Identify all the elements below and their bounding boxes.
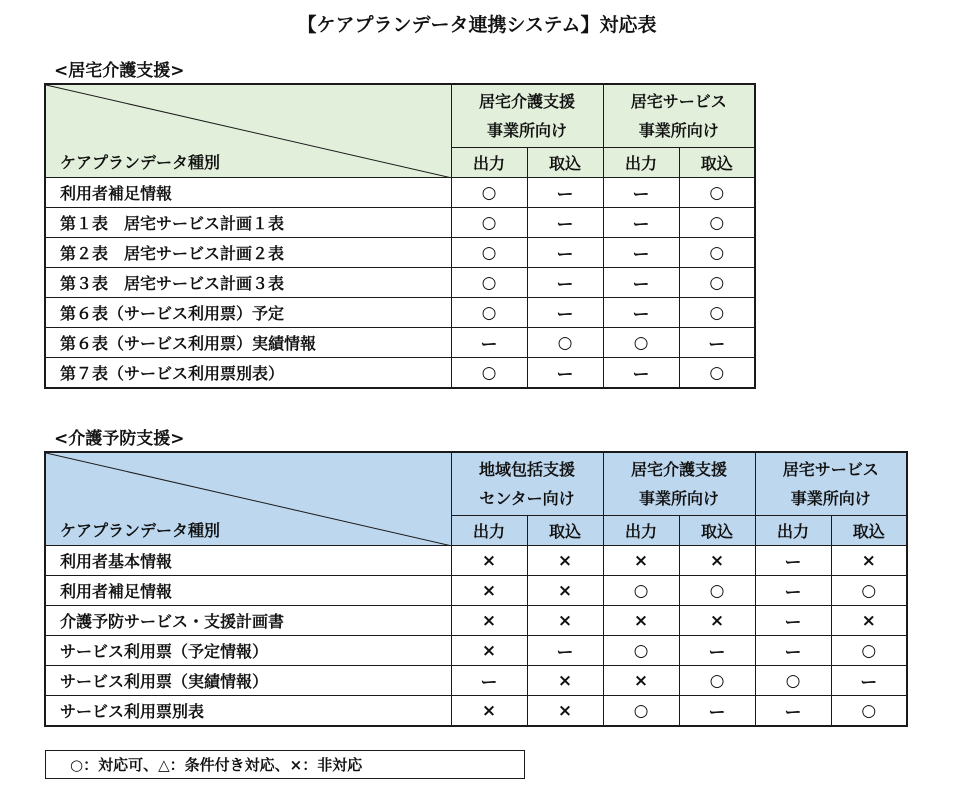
corner-label: ケアプランデータ種別: [60, 153, 221, 172]
cell-mark: ー: [603, 238, 679, 268]
cell-mark: ー: [679, 636, 755, 666]
sub-header: 取込: [527, 516, 603, 546]
cell-mark: ×: [451, 636, 527, 666]
cell-mark: ー: [527, 268, 603, 298]
table-row: [45, 268, 755, 298]
sub-header: 出力: [451, 148, 527, 178]
cell-mark: ×: [831, 546, 907, 576]
row-label: 利用者補足情報: [45, 576, 451, 606]
table-row: [45, 546, 907, 576]
section-heading-kyotaku: <居宅介護支援>: [54, 61, 185, 81]
cell-mark: ○: [451, 208, 527, 238]
sub-header: 取込: [527, 148, 603, 178]
cell-mark: ー: [831, 666, 907, 696]
group-header: 居宅介護支援 事業所向け: [603, 452, 755, 516]
cell-mark: ×: [679, 546, 755, 576]
table-yobou: [44, 451, 908, 727]
cell-mark: ○: [679, 358, 755, 389]
cell-mark: ー: [755, 546, 831, 576]
row-label: 第６表（サービス利用票）実績情報: [45, 328, 451, 358]
cell-mark: ×: [451, 576, 527, 606]
row-label: サービス利用票（予定情報）: [45, 636, 451, 666]
cell-mark: ○: [831, 636, 907, 666]
section-heading-yobou: <介護予防支援>: [54, 429, 185, 449]
table-row: [45, 666, 907, 696]
cell-mark: ○: [451, 298, 527, 328]
cell-mark: ー: [755, 606, 831, 636]
group-header: 居宅サービス 事業所向け: [755, 452, 907, 516]
cell-mark: ○: [679, 666, 755, 696]
cell-mark: ー: [527, 298, 603, 328]
cell-mark: ×: [603, 666, 679, 696]
cell-mark: ー: [451, 666, 527, 696]
cell-mark: ○: [451, 358, 527, 389]
row-label: 第６表（サービス利用票）予定: [45, 298, 451, 328]
table-kyotaku: [44, 83, 756, 389]
sub-header: 取込: [831, 516, 907, 546]
sub-header: 出力: [603, 148, 679, 178]
cell-mark: ×: [527, 546, 603, 576]
cell-mark: ー: [527, 208, 603, 238]
cell-mark: ○: [831, 576, 907, 606]
cell-mark: ー: [527, 238, 603, 268]
cell-mark: ー: [603, 208, 679, 238]
cell-mark: ○: [831, 696, 907, 727]
sub-header: 出力: [603, 516, 679, 546]
legend-box: ○：対応可、△：条件付き対応、×：非対応: [45, 750, 525, 779]
row-label: 利用者補足情報: [45, 178, 451, 208]
row-label: 利用者基本情報: [45, 546, 451, 576]
cell-mark: ○: [603, 696, 679, 727]
row-label: 介護予防サービス・支援計画書: [45, 606, 451, 636]
cell-mark: ○: [679, 268, 755, 298]
cell-mark: ー: [603, 268, 679, 298]
sub-header: 出力: [451, 516, 527, 546]
row-label: 第７表（サービス利用票別表）: [45, 358, 451, 389]
cell-mark: ○: [527, 328, 603, 358]
corner-cell: [45, 452, 451, 546]
cell-mark: ー: [755, 576, 831, 606]
table-row: [45, 238, 755, 268]
cell-mark: ○: [679, 298, 755, 328]
cell-mark: ー: [603, 358, 679, 389]
cell-mark: ー: [603, 298, 679, 328]
group-header: 居宅介護支援 事業所向け: [451, 84, 603, 148]
sub-header: 出力: [755, 516, 831, 546]
corner-cell: [45, 84, 451, 178]
page-title: 【ケアプランデータ連携システム】対応表: [297, 14, 657, 36]
cell-mark: ×: [527, 606, 603, 636]
cell-mark: ×: [527, 576, 603, 606]
table-row: [45, 576, 907, 606]
cell-mark: ー: [755, 696, 831, 727]
cell-mark: ○: [755, 666, 831, 696]
cell-mark: ×: [451, 696, 527, 727]
table-row: [45, 298, 755, 328]
table-row: [45, 178, 755, 208]
cell-mark: ○: [679, 576, 755, 606]
table-row: [45, 358, 755, 389]
cell-mark: ー: [527, 358, 603, 389]
cell-mark: ○: [679, 178, 755, 208]
table-row: [45, 636, 907, 666]
cell-mark: ×: [603, 546, 679, 576]
sub-header: 取込: [679, 148, 755, 178]
cell-mark: ー: [527, 636, 603, 666]
table-row: [45, 328, 755, 358]
table-row: [45, 208, 755, 238]
cell-mark: ○: [451, 268, 527, 298]
cell-mark: ×: [451, 546, 527, 576]
sub-header: 取込: [679, 516, 755, 546]
cell-mark: ×: [831, 606, 907, 636]
table-row: [45, 606, 907, 636]
row-label: 第１表 居宅サービス計画１表: [45, 208, 451, 238]
row-label: サービス利用票（実績情報）: [45, 666, 451, 696]
cell-mark: ー: [451, 328, 527, 358]
cell-mark: ー: [755, 636, 831, 666]
group-header: 地域包括支援 センター向け: [451, 452, 603, 516]
cell-mark: ー: [527, 178, 603, 208]
cell-mark: ー: [679, 328, 755, 358]
group-header: 居宅サービス 事業所向け: [603, 84, 755, 148]
cell-mark: ○: [603, 636, 679, 666]
cell-mark: ×: [527, 666, 603, 696]
cell-mark: ○: [679, 238, 755, 268]
cell-mark: ×: [679, 606, 755, 636]
cell-mark: ー: [679, 696, 755, 727]
cell-mark: ○: [451, 238, 527, 268]
cell-mark: ○: [451, 178, 527, 208]
cell-mark: ×: [603, 606, 679, 636]
row-label: サービス利用票別表: [45, 696, 451, 727]
cell-mark: ×: [451, 606, 527, 636]
cell-mark: ×: [527, 696, 603, 727]
cell-mark: ○: [603, 576, 679, 606]
cell-mark: ○: [679, 208, 755, 238]
corner-label: ケアプランデータ種別: [60, 521, 221, 540]
table-row: [45, 696, 907, 727]
cell-mark: ○: [603, 328, 679, 358]
row-label: 第２表 居宅サービス計画２表: [45, 238, 451, 268]
row-label: 第３表 居宅サービス計画３表: [45, 268, 451, 298]
cell-mark: ー: [603, 178, 679, 208]
